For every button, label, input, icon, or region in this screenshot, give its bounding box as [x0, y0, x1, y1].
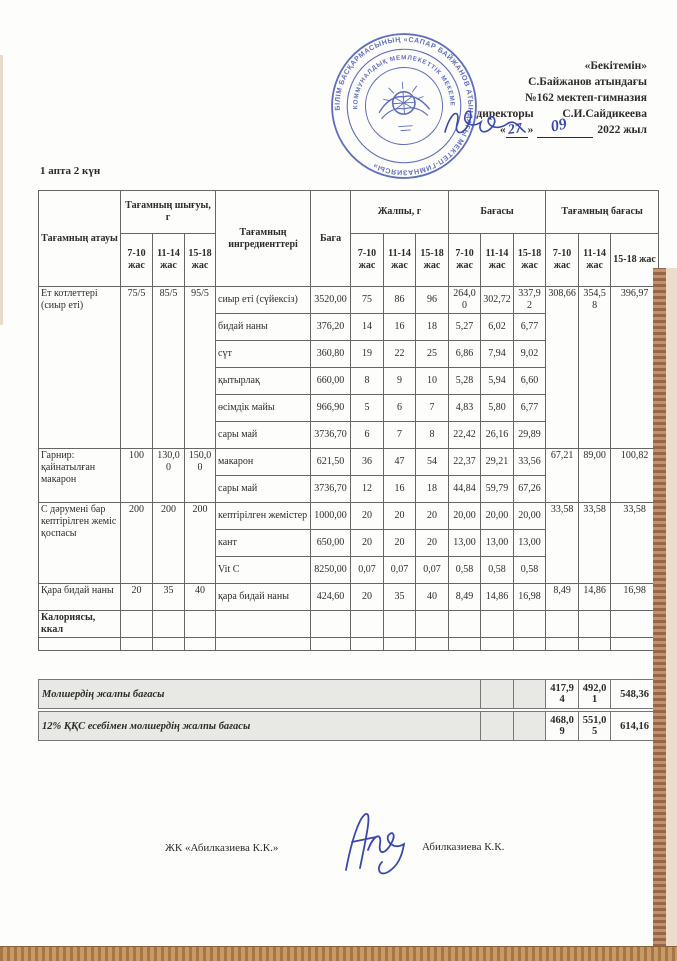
ingredient-name-cell [216, 611, 311, 638]
dish-name-cell: Калориясы, ккал [39, 611, 121, 638]
empty-cell [39, 638, 121, 651]
totals-label: Молшердің жалпы бағасы [39, 680, 481, 709]
dish-weight-cell: 85/5 [153, 287, 185, 449]
empty-cell [311, 638, 351, 651]
ingredient-name-cell: сүт [216, 341, 311, 368]
ingredient-name-cell: қара бидай наны [216, 584, 311, 611]
col-header-dish-name: Тағамның атауы [39, 191, 121, 287]
menu-row [39, 584, 659, 611]
stamp-outer-text: БІЛІМ БАСҚАРМАСЫНЫҢ «САПАР БАЙЖАНОВ АТЫНДАҒЫ МЕКТЕП-ГИМНАЗИЯСЫ» [333, 35, 475, 177]
ingredient-cost-cell: 9,02 [514, 341, 546, 368]
dish-name-cell: Қара бидай наны [39, 584, 121, 611]
ingredient-unit-price-cell: 8250,00 [311, 557, 351, 584]
ingredient-name-cell: өсімдік майы [216, 395, 311, 422]
menu-row [39, 287, 659, 314]
ingredient-cost-cell: 5,94 [481, 368, 514, 395]
ingredient-cost-cell [449, 611, 481, 638]
ingredient-cost-cell: 22,37 [449, 449, 481, 476]
ingredient-name-cell: сары май [216, 476, 311, 503]
empty-cell [384, 638, 416, 651]
ingredient-qty-cell [351, 611, 384, 638]
empty-cell [185, 638, 216, 651]
empty-cell [351, 638, 384, 651]
director-signature [437, 102, 529, 146]
ingredient-qty-cell: 16 [384, 476, 416, 503]
ingredient-cost-cell: 8,49 [449, 584, 481, 611]
ingredient-qty-cell: 0,07 [384, 557, 416, 584]
menu-table [38, 190, 659, 651]
paper-edge-left [0, 55, 3, 325]
ingredient-qty-cell: 14 [351, 314, 384, 341]
ingredient-qty-cell: 22 [384, 341, 416, 368]
director-line: директоры С.И.Сайдикеева [476, 108, 647, 121]
ingredient-qty-cell: 6 [384, 395, 416, 422]
totals-row-gross [38, 679, 659, 709]
dish-weight-cell [185, 611, 216, 638]
col-header-dish-price-group: Тағамның бағасы [546, 191, 659, 234]
ingredient-qty-cell: 54 [416, 449, 449, 476]
paper-edge-right [653, 268, 666, 953]
age-header: 11-14 жас [153, 234, 185, 287]
dish-weight-cell: 130,00 [153, 449, 185, 503]
stamp-inner-text: КОММУНАЛДЫҚ МЕМЛЕКЕТТІК МЕКЕМЕ [352, 54, 456, 110]
dish-price-cell: 8,49 [546, 584, 579, 611]
age-header: 7-10 жас [351, 234, 384, 287]
ingredient-qty-cell: 19 [351, 341, 384, 368]
ingredient-qty-cell: 75 [351, 287, 384, 314]
ingredient-cost-cell: 6,02 [481, 314, 514, 341]
ingredient-qty-cell [416, 611, 449, 638]
ingredient-qty-cell: 20 [416, 530, 449, 557]
ingredient-cost-cell: 5,28 [449, 368, 481, 395]
school-name-line1: С.Байжанов атындағы [528, 76, 647, 89]
col-header-output-group: Тағамның шығуы, г [121, 191, 216, 234]
ingredient-name-cell: макарон [216, 449, 311, 476]
ingredient-name-cell: кептірілген жемістер [216, 503, 311, 530]
totals-value: 548,36 [611, 680, 659, 709]
totals-empty-cell [514, 712, 546, 741]
school-name-line2: №162 мектеп-гимназия [525, 92, 647, 105]
empty-cell [481, 638, 514, 651]
ingredient-cost-cell: 14,86 [481, 584, 514, 611]
vendor-signature [316, 808, 416, 886]
ingredient-cost-cell: 0,58 [481, 557, 514, 584]
ingredient-qty-cell: 9 [384, 368, 416, 395]
ingredient-cost-cell: 20,00 [449, 503, 481, 530]
dish-weight-cell: 200 [121, 503, 153, 584]
ingredient-cost-cell: 7,94 [481, 341, 514, 368]
ingredient-cost-cell: 5,27 [449, 314, 481, 341]
ingredient-qty-cell [384, 611, 416, 638]
ingredient-cost-cell: 44,84 [449, 476, 481, 503]
ingredient-qty-cell: 7 [384, 422, 416, 449]
empty-cell [514, 638, 546, 651]
dish-price-cell [579, 611, 611, 638]
ingredient-name-cell: бидай наны [216, 314, 311, 341]
ingredient-qty-cell: 20 [384, 530, 416, 557]
empty-cell [153, 638, 185, 651]
ingredient-unit-price-cell [311, 611, 351, 638]
age-header: 11-14 жас [481, 234, 514, 287]
ingredient-qty-cell: 8 [351, 368, 384, 395]
totals-empty-cell [481, 680, 514, 709]
dish-weight-cell: 75/5 [121, 287, 153, 449]
dish-price-cell: 14,86 [579, 584, 611, 611]
ingredient-qty-cell: 20 [416, 503, 449, 530]
age-header: 7-10 жас [546, 234, 579, 287]
empty-cell [579, 638, 611, 651]
ingredient-qty-cell: 18 [416, 314, 449, 341]
vendor-name: Абилказиева К.К. [422, 841, 505, 853]
ingredient-unit-price-cell: 621,50 [311, 449, 351, 476]
col-header-price: Бага [311, 191, 351, 287]
dish-price-cell: 100,82 [611, 449, 659, 503]
ingredient-cost-cell: 302,72 [481, 287, 514, 314]
dish-price-cell: 308,66 [546, 287, 579, 449]
menu-row [39, 611, 659, 638]
empty-cell [216, 638, 311, 651]
dish-name-cell: Гарнир: қайнатылған макарон [39, 449, 121, 503]
ingredient-qty-cell: 10 [416, 368, 449, 395]
age-header: 7-10 жас [121, 234, 153, 287]
age-header: 15-18 жас [416, 234, 449, 287]
ingredient-cost-cell: 4,83 [449, 395, 481, 422]
ingredient-qty-cell: 35 [384, 584, 416, 611]
ingredient-cost-cell: 67,26 [514, 476, 546, 503]
dish-name-cell: Ет котлеттері (сиыр еті) [39, 287, 121, 449]
age-header: 11-14 жас [579, 234, 611, 287]
dish-weight-cell: 40 [185, 584, 216, 611]
empty-cell [121, 638, 153, 651]
dish-weight-cell: 150,00 [185, 449, 216, 503]
dish-weight-cell: 35 [153, 584, 185, 611]
ingredient-cost-cell: 0,58 [514, 557, 546, 584]
date-line: « 27 » 09 2022 жыл [476, 122, 647, 138]
ingredient-qty-cell: 7 [416, 395, 449, 422]
director-name: С.И.Сайдикеева [562, 108, 647, 121]
paper-edge-right-outer [666, 268, 677, 953]
ingredient-name-cell: сиыр еті (сүйексіз) [216, 287, 311, 314]
ingredient-qty-cell: 47 [384, 449, 416, 476]
ingredient-unit-price-cell: 424,60 [311, 584, 351, 611]
ingredient-cost-cell: 0,58 [449, 557, 481, 584]
ingredient-cost-cell: 26,16 [481, 422, 514, 449]
ingredient-qty-cell: 16 [384, 314, 416, 341]
ingredient-cost-cell: 264,00 [449, 287, 481, 314]
ingredient-qty-cell: 20 [384, 503, 416, 530]
dish-price-cell [546, 611, 579, 638]
ingredient-cost-cell: 6,77 [514, 314, 546, 341]
ingredient-qty-cell: 18 [416, 476, 449, 503]
ingredient-cost-cell [514, 611, 546, 638]
ingredient-cost-cell: 6,60 [514, 368, 546, 395]
ingredient-qty-cell: 0,07 [416, 557, 449, 584]
ingredient-cost-cell: 6,77 [514, 395, 546, 422]
dish-price-cell [611, 611, 659, 638]
dish-price-cell: 33,58 [579, 503, 611, 584]
ingredient-unit-price-cell: 650,00 [311, 530, 351, 557]
handwritten-month: 09 [549, 116, 569, 136]
age-header: 15-18 жас [514, 234, 546, 287]
menu-row [39, 449, 659, 476]
dish-price-cell: 67,21 [546, 449, 579, 503]
signature-block [0, 808, 677, 898]
ingredient-qty-cell: 36 [351, 449, 384, 476]
dish-weight-cell [121, 611, 153, 638]
ingredient-qty-cell: 6 [351, 422, 384, 449]
ingredient-qty-cell: 96 [416, 287, 449, 314]
dish-name-cell: С дәрумені бар кептірілген жеміс қоспасы [39, 503, 121, 584]
dish-price-cell: 89,00 [579, 449, 611, 503]
ingredient-unit-price-cell: 3736,70 [311, 422, 351, 449]
ingredient-cost-cell: 16,98 [514, 584, 546, 611]
week-day-label: 1 апта 2 күн [40, 165, 101, 177]
dish-weight-cell: 95/5 [185, 287, 216, 449]
ingredient-name-cell: қытырлақ [216, 368, 311, 395]
ingredient-qty-cell: 12 [351, 476, 384, 503]
ingredient-unit-price-cell: 660,00 [311, 368, 351, 395]
dish-weight-cell [153, 611, 185, 638]
ingredient-cost-cell: 6,86 [449, 341, 481, 368]
empty-row [39, 638, 659, 651]
ingredient-qty-cell: 5 [351, 395, 384, 422]
ingredient-cost-cell: 59,79 [481, 476, 514, 503]
ingredient-name-cell: Vit C [216, 557, 311, 584]
col-header-cost-group: Бағасы [449, 191, 546, 234]
ingredient-qty-cell: 40 [416, 584, 449, 611]
dish-price-cell: 396,97 [611, 287, 659, 449]
ingredient-cost-cell: 33,56 [514, 449, 546, 476]
totals-empty-cell [514, 680, 546, 709]
approval-block [476, 58, 647, 138]
ingredient-qty-cell: 20 [351, 503, 384, 530]
ingredient-cost-cell: 29,21 [481, 449, 514, 476]
ingredient-cost-cell: 29,89 [514, 422, 546, 449]
dish-price-cell: 33,58 [611, 503, 659, 584]
age-header: 15-18 жас [185, 234, 216, 287]
ingredient-qty-cell: 0,07 [351, 557, 384, 584]
ingredient-cost-cell: 13,00 [514, 530, 546, 557]
age-header: 7-10 жас [449, 234, 481, 287]
dish-weight-cell: 20 [121, 584, 153, 611]
ingredient-unit-price-cell: 3520,00 [311, 287, 351, 314]
age-header: 11-14 жас [384, 234, 416, 287]
totals-value: 614,16 [611, 712, 659, 741]
approve-line: «Бекітемін» [584, 60, 647, 72]
ingredient-cost-cell: 13,00 [449, 530, 481, 557]
totals-row-with-vat [38, 711, 659, 741]
totals-label: 12% ҚҚС есебімен молшердің жалпы бағасы [39, 712, 481, 741]
ingredient-cost-cell [481, 611, 514, 638]
col-header-total-group: Жалпы, г [351, 191, 449, 234]
ingredient-qty-cell: 20 [351, 584, 384, 611]
ingredient-qty-cell: 86 [384, 287, 416, 314]
ingredient-unit-price-cell: 966,90 [311, 395, 351, 422]
ingredient-name-cell: сары май [216, 422, 311, 449]
totals-value: 417,94 [546, 680, 579, 709]
col-header-ingredients: Тағамның ингредиенттері [216, 191, 311, 287]
vendor-company: ЖК «Абилказиева К.К.» [165, 842, 279, 854]
ingredient-qty-cell: 8 [416, 422, 449, 449]
ingredient-unit-price-cell: 3736,70 [311, 476, 351, 503]
ingredient-cost-cell: 20,00 [481, 503, 514, 530]
ingredient-qty-cell: 20 [351, 530, 384, 557]
totals-empty-cell [481, 712, 514, 741]
dish-weight-cell: 200 [153, 503, 185, 584]
ingredient-unit-price-cell: 360,80 [311, 341, 351, 368]
dish-price-cell: 16,98 [611, 584, 659, 611]
ingredient-unit-price-cell: 1000,00 [311, 503, 351, 530]
empty-cell [611, 638, 659, 651]
empty-cell [546, 638, 579, 651]
ingredient-qty-cell: 25 [416, 341, 449, 368]
ingredient-name-cell: кант [216, 530, 311, 557]
totals-value: 551,05 [579, 712, 611, 741]
ingredient-cost-cell: 5,80 [481, 395, 514, 422]
dish-price-cell: 33,58 [546, 503, 579, 584]
table-surface-bottom [0, 946, 677, 961]
dish-price-cell: 354,58 [579, 287, 611, 449]
stamp-emblem [377, 80, 431, 132]
totals-value: 492,01 [579, 680, 611, 709]
ingredient-unit-price-cell: 376,20 [311, 314, 351, 341]
totals-value: 468,09 [546, 712, 579, 741]
empty-cell [449, 638, 481, 651]
menu-row [39, 503, 659, 530]
empty-cell [416, 638, 449, 651]
ingredient-cost-cell: 22,42 [449, 422, 481, 449]
dish-weight-cell: 200 [185, 503, 216, 584]
age-header: 15-18 жас [611, 234, 659, 287]
ingredient-cost-cell: 337,92 [514, 287, 546, 314]
handwritten-day: 27 [506, 121, 523, 139]
dish-weight-cell: 100 [121, 449, 153, 503]
year-label: 2022 жыл [597, 124, 647, 137]
ingredient-cost-cell: 20,00 [514, 503, 546, 530]
ingredient-cost-cell: 13,00 [481, 530, 514, 557]
